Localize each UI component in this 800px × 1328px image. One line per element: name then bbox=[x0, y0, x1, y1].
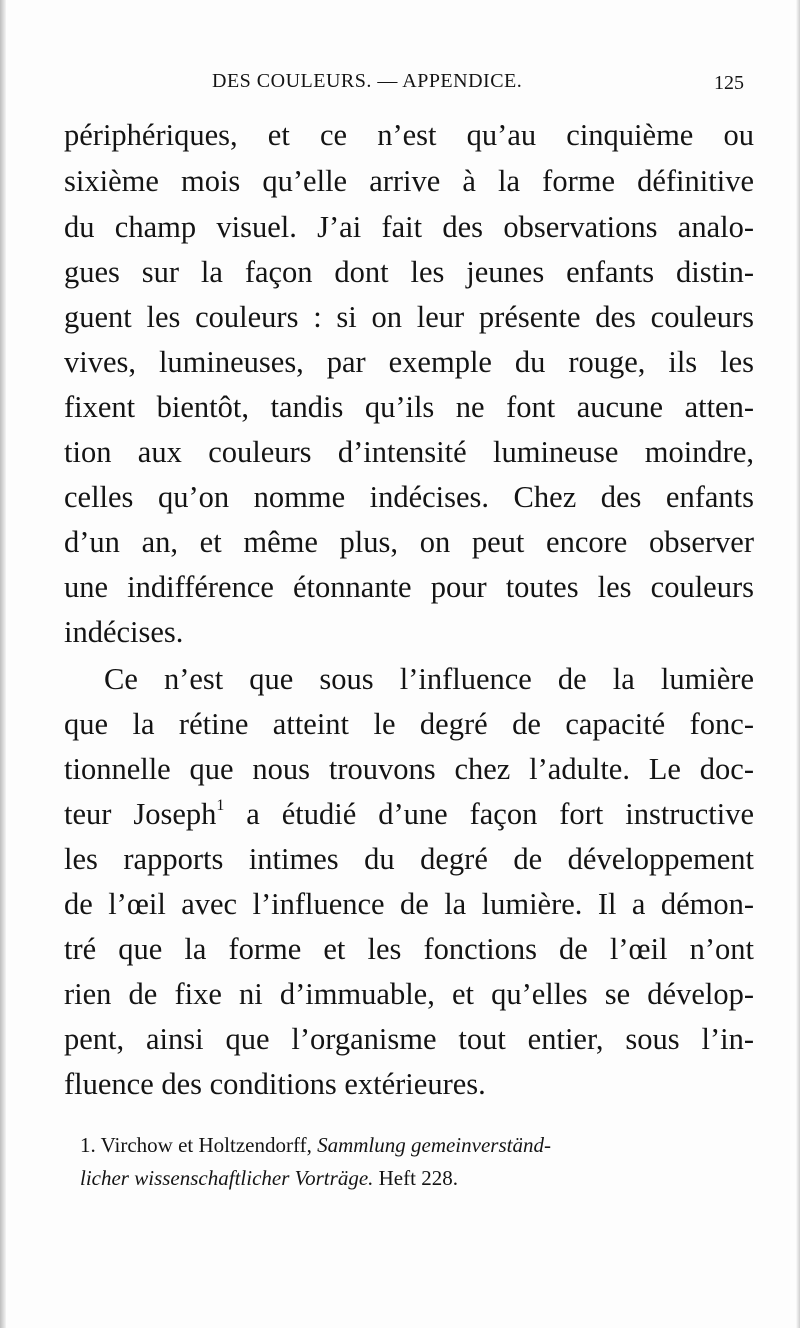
text-line: pent, ainsi que l’organisme tout entier, sous l’in- bbox=[64, 1022, 754, 1056]
text-line-last: fluence des conditions extérieures. bbox=[64, 1067, 486, 1101]
text-line-with-footnote-ref bbox=[64, 792, 754, 836]
text-line: d’un an, et même plus, on peut encore observer bbox=[64, 525, 754, 559]
text-segment: teur Joseph bbox=[64, 797, 217, 831]
footnote-title: licher wissenschaftlicher Vorträge. bbox=[80, 1166, 374, 1190]
text-line: de l’œil avec l’influence de la lumière. Il a démon- bbox=[64, 887, 754, 921]
text-line: les rapports intimes du degré de développement bbox=[64, 842, 754, 876]
text-segment: a étudié d’une façon fort instructive bbox=[224, 797, 754, 831]
footnote-authors: Virchow et Holtzendorff, bbox=[100, 1133, 312, 1157]
footnote-reference: 1 bbox=[216, 797, 225, 814]
footnote-line bbox=[80, 1163, 750, 1193]
text-line: fixent bientôt, tandis qu’ils ne font aucune atten- bbox=[64, 390, 754, 424]
footnote-title: Sammlung gemeinverständ- bbox=[317, 1133, 551, 1157]
text-line-last: indécises. bbox=[64, 615, 184, 649]
footnote-line bbox=[80, 1130, 750, 1160]
text-line: celles qu’on nomme indécises. Chez des enfants bbox=[64, 480, 754, 514]
footnote-number: 1. bbox=[80, 1133, 96, 1157]
text-line: vives, lumineuses, par exemple du rouge, ils les bbox=[64, 345, 754, 379]
text-line: tré que la forme et les fonctions de l’œil n’ont bbox=[64, 932, 754, 966]
text-line: périphériques, et ce n’est qu’au cinquième ou bbox=[64, 118, 754, 152]
page-edge-right bbox=[796, 0, 800, 1328]
page-number: 125 bbox=[714, 72, 744, 94]
text-line: une indifférence étonnante pour toutes les couleurs bbox=[64, 570, 754, 604]
text-line: du champ visuel. J’ai fait des observations analo- bbox=[64, 210, 754, 244]
text-line: tion aux couleurs d’intensité lumineuse moindre, bbox=[64, 435, 754, 469]
text-line: que la rétine atteint le degré de capacité fonc- bbox=[64, 707, 754, 741]
text-line-indented: Ce n’est que sous l’influence de la lumière bbox=[104, 662, 754, 696]
text-line: tionnelle que nous trouvons chez l’adulte. Le doc- bbox=[64, 752, 754, 786]
page-edge-left bbox=[0, 0, 6, 1328]
text-line: sixième mois qu’elle arrive à la forme définitive bbox=[64, 164, 754, 198]
footnote-issue: Heft 228. bbox=[378, 1166, 458, 1190]
text-line: rien de fixe ni d’immuable, et qu’elles se dévelop- bbox=[64, 977, 754, 1011]
text-line: gues sur la façon dont les jeunes enfants distin- bbox=[64, 255, 754, 289]
text-line: guent les couleurs : si on leur présente des couleurs bbox=[64, 300, 754, 334]
running-head: DES COULEURS. — APPENDICE. bbox=[212, 70, 523, 92]
